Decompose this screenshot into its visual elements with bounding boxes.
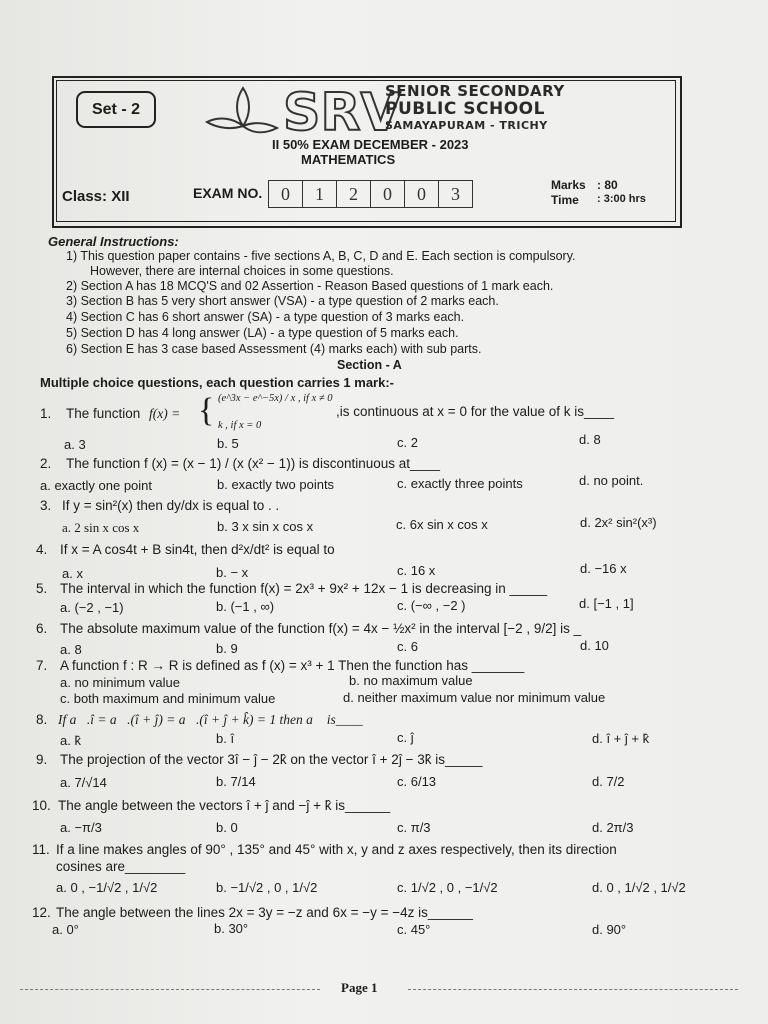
question-text: The function [66,406,141,421]
option-a: a. 7/√14 [60,775,107,790]
option-a: a. x [62,566,83,581]
option-a: a. (−2 , −1) [60,600,124,615]
option-d: d. −16 x [580,561,627,576]
option-c: c. 6x sin x cos x [396,517,488,532]
instructions-heading: General Instructions: [48,234,179,249]
option-b: b. −1/√2 , 0 , 1/√2 [216,880,318,895]
piecewise-top: (e^3x − e^−5x) / x , if x ≠ 0 [218,393,333,404]
option-c: c. exactly three points [397,476,523,491]
option-c: c. 16 x [397,563,436,578]
option-b: b. 5 [217,436,239,451]
instruction-item: However, there are internal choices in some questions. [90,264,394,278]
brace-glyph: { [198,392,215,429]
question-number: 8. [36,712,48,727]
question-text: If x = A cos4t + B sin4t, then d²x/dt² is equal to [60,542,335,557]
marks-value: : 80 [597,178,618,192]
question-number: 7. [36,658,48,673]
option-c: c. (−∞ , −2 ) [397,598,466,613]
question-math: f(x) = [149,406,181,421]
instruction-item: 4) Section C has 6 short answer (SA) - a type question of 3 marks each. [66,310,465,324]
school-line-2: PUBLIC SCHOOL [385,99,545,119]
option-d: d. 10 [580,638,609,653]
option-b: b. no maximum value [349,673,473,688]
option-a: a. k̂ [60,733,81,748]
option-d: d. 7/2 [592,774,625,789]
school-line-3: SAMAYAPURAM - TRICHY [385,119,548,132]
question-text: If y = sin²(x) then dy/dx is equal to . . [62,498,280,513]
question-number: 3. [40,498,52,513]
option-d: d. 2x² sin²(x³) [580,515,657,530]
option-b: b. 0 [216,820,238,835]
exam-no-label: EXAM NO. [193,185,263,201]
instruction-item: 5) Section D has 4 long answer (LA) - a type question of 5 marks each. [66,326,459,340]
option-b: b. 30° [214,921,249,936]
question-text: The angle between the lines 2x = 3y = −z and 6x = −y = −4z is______ [56,905,473,920]
question-number: 10. [32,798,51,813]
exam-number-boxes [268,180,473,208]
question-number: 11. [32,842,50,857]
option-c: c. 1/√2 , 0 , −1/√2 [397,880,498,895]
option-a: a. 3 [64,437,86,452]
school-logo [205,80,401,143]
question-text: If a⃗.î = a⃗.(î + ĵ) = a⃗.(î + ĵ + k̂) = 1 then a⃗ is____ [58,712,363,727]
option-d: d. 0 , 1/√2 , 1/√2 [592,880,686,895]
question-number: 6. [36,621,48,636]
question-number: 1. [40,406,52,421]
option-a: a. no minimum value [60,675,180,690]
exam-digit: 0 [404,180,438,208]
footer-rule-right [408,989,738,990]
set-label: Set - 2 [76,91,156,128]
section-subtitle: Multiple choice questions, each question carries 1 mark:- [40,375,394,390]
option-a: a. 8 [60,642,82,657]
exam-title: II 50% EXAM DECEMBER - 2023 [272,137,469,152]
question-number: 2. [40,456,52,471]
option-c: c. 2 [397,435,418,450]
question-number: 12. [32,905,51,920]
option-a: a. 0° [52,922,79,937]
option-d: d. 2π/3 [592,820,634,835]
school-line-1: SENIOR SECONDARY [385,82,565,100]
option-a: a. −π/3 [60,820,102,835]
instruction-item: 1) This question paper contains - five sections A, B, C, D and E. Each section is compulsory. [66,249,576,263]
class-label: Class: XII [62,188,130,205]
subject-title: MATHEMATICS [301,152,396,167]
option-b: b. exactly two points [217,477,335,492]
question-text: The absolute maximum value of the function f(x) = 4x − ½x² in the interval [−2 , 9/2] is _ [60,621,582,636]
option-c: c. 6 [397,639,418,654]
option-d: d. 90° [592,922,627,937]
question-text-line-2: cosines are________ [56,859,186,874]
exam-digit: 3 [438,180,473,208]
time-value: : 3:00 hrs [597,193,646,205]
question-number: 9. [36,752,48,767]
question-text: The interval in which the function f(x) = 2x³ + 9x² + 12x − 1 is decreasing in _____ [60,581,548,596]
option-d: d. neither maximum value nor minimum value [343,690,606,705]
option-c: c. π/3 [397,820,431,835]
section-title: Section - A [337,358,402,372]
option-c: c. both maximum and minimum value [60,691,276,706]
option-c: c. 45° [397,922,431,937]
option-d: d. no point. [579,473,644,488]
question-text: If a line makes angles of 90° , 135° and 45° with x, y and z axes respectively, then its direction [56,842,617,857]
exam-digit: 0 [370,180,404,208]
question-text: A function f : R → R is defined as f (x) = x³ + 1 Then the function has _______ [60,658,525,673]
exam-digit: 0 [268,180,302,208]
instruction-item: 2) Section A has 18 MCQ'S and 02 Assertion - Reason Based questions of 1 mark each. [66,279,554,293]
option-b: b. î [216,731,235,746]
marks-label: Marks [551,178,586,192]
question-text: ,is continuous at x = 0 for the value of k is____ [336,404,615,419]
page-number: Page 1 [341,980,378,995]
option-d: d. 8 [579,432,601,447]
option-a: a. 2 sin x cos x [62,520,140,535]
instruction-item: 6) Section E has 3 case based Assessment (4) marks each) with sub parts. [66,342,482,356]
option-a: a. exactly one point [40,478,153,493]
option-c: c. 6/13 [397,774,437,789]
question-text: The angle between the vectors î + ĵ and −ĵ + k̂ is______ [58,798,391,813]
question-text: The projection of the vector 3î − ĵ − 2k̂ on the vector î + 2ĵ − 3k̂ is_____ [60,752,483,767]
logo-text: SRV [283,83,401,143]
option-d: d. [−1 , 1] [579,596,634,611]
exam-digit: 1 [302,180,336,208]
option-b: b. − x [216,565,249,580]
question-text: The function f (x) = (x − 1) / (x (x² − 1)) is discontinuous at____ [66,456,441,471]
time-label: Time [551,193,579,207]
option-b: b. (−1 , ∞) [216,599,275,614]
footer-rule-left [20,989,320,990]
piecewise-bottom: k , if x = 0 [218,420,262,431]
instruction-item: 3) Section B has 5 very short answer (VSA) - a type question of 2 marks each. [66,294,499,308]
option-b: b. 7/14 [216,774,256,789]
option-b: b. 9 [216,641,238,656]
option-a: a. 0 , −1/√2 , 1/√2 [56,880,158,895]
option-c: c. ĵ [397,730,414,745]
option-b: b. 3 x sin x cos x [217,519,314,534]
question-number: 5. [36,581,48,596]
option-d: d. î + ĵ + k̂ [592,731,650,746]
exam-digit: 2 [336,180,370,208]
question-number: 4. [36,542,48,557]
school-name [385,82,565,132]
